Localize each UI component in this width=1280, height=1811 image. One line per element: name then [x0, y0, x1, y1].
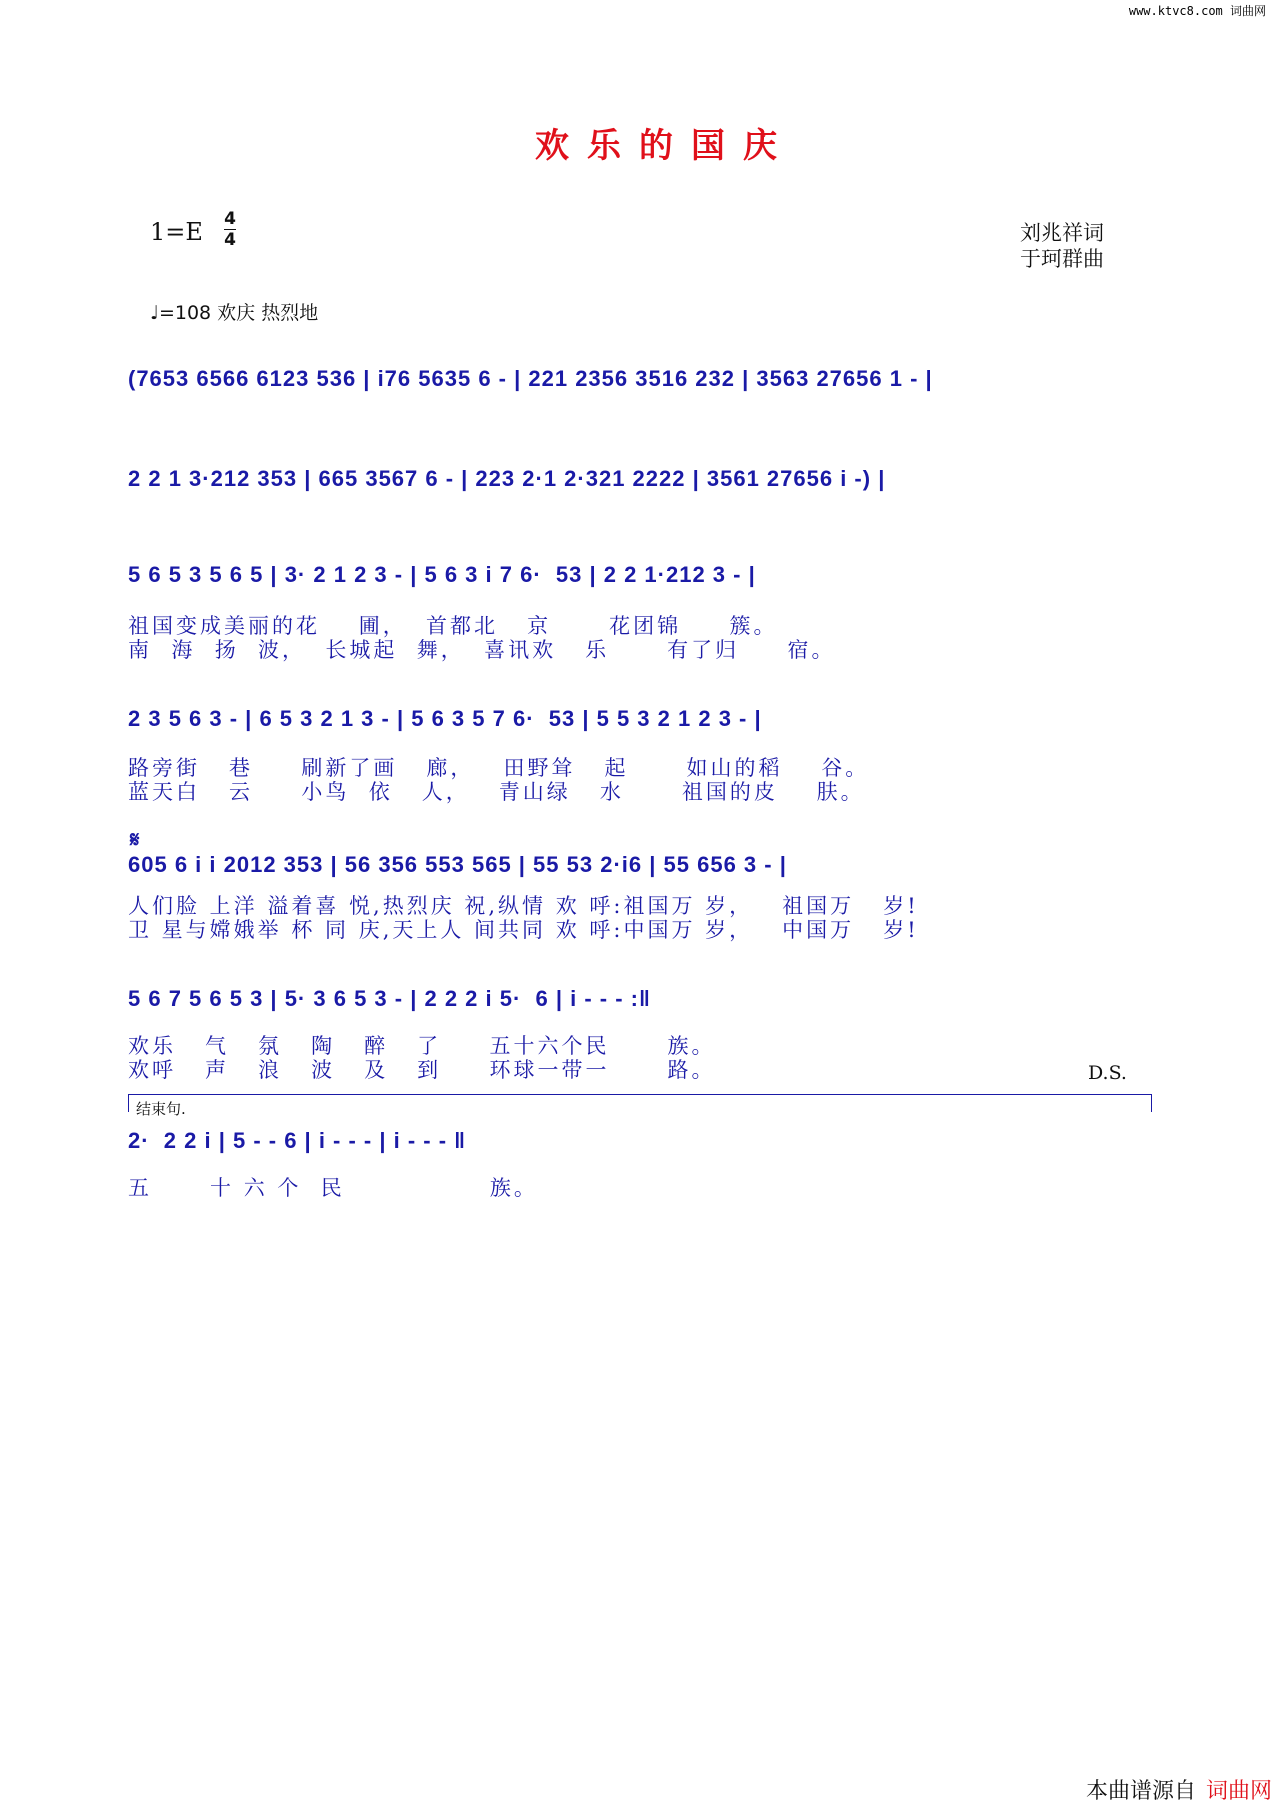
notation-row-6: 5 6 7 5 6 5 3 | 5· 3 6 5 3 - | 2 2 2 i 5· 6 | i - - - :‖ — [128, 986, 651, 1011]
lyric-row-4-verse-1: 路旁街 巷 刷新了画 廊， 田野耸 起 如山的稻 谷。 — [128, 756, 870, 780]
site-watermark: www.ktvc8.com 词曲网 — [1128, 4, 1266, 18]
notation-row-2: 2 2 1 3·212 353 | 665 3567 6 - | 223 2·1 2·321 2222 | 3561 27656 i -) | — [128, 466, 886, 491]
ending-bracket-left — [128, 1094, 129, 1112]
footer-brand[interactable]: 词曲网 — [1205, 1779, 1272, 1804]
notation-row-5: 605 6 i i 2012 353 | 56 356 553 565 | 55 53 2·i6 | 55 656 3 - | — [128, 852, 787, 877]
lyric-row-ending: 五 十 六 个 民 族。 — [128, 1176, 538, 1200]
segno-sign: 𝄋 — [130, 828, 140, 853]
lyric-row-6-verse-1: 欢乐 气 氛 陶 醉 了 五十六个民 族。 — [128, 1034, 716, 1058]
lyric-row-4-verse-2: 蓝天白 云 小鸟 依 人， 青山绿 水 祖国的皮 肤。 — [128, 780, 865, 804]
notation-row-1: (7653 6566 6123 536 | i76 5635 6 - | 221 2356 3516 232 | 3563 27656 1 - | — [128, 366, 933, 391]
lyric-row-6-verse-2: 欢呼 声 浪 波 及 到 环球一带一 路。 — [128, 1058, 716, 1082]
footer-text: 本曲谱源自 — [1085, 1779, 1196, 1804]
ending-label: 结束句. — [136, 1100, 186, 1118]
notation-row-4: 2 3 5 6 3 - | 6 5 3 2 1 3 - | 5 6 3 5 7 6· 53 | 5 5 3 2 1 2 3 - | — [128, 706, 762, 731]
notation-row-3: 5 6 5 3 5 6 5 | 3· 2 1 2 3 - | 5 6 3 i 7 6· 53 | 2 2 1·212 3 - | — [128, 562, 756, 587]
lyric-row-5-verse-1: 人们脸 上洋 溢着喜 悦,热烈庆 祝,纵情 欢 呼:祖国万 岁， 祖国万 岁! — [128, 894, 919, 918]
lyricist-credit: 刘兆祥词 — [1020, 221, 1104, 245]
meter-top: 4 — [224, 209, 236, 229]
tempo-marking: ♩=108 欢庆 热烈地 — [150, 302, 319, 324]
notation-row-ending: 2· 2 2 i | 5 - - 6 | i - - - | i - - - ‖ — [128, 1128, 467, 1153]
song-title: 欢乐的国庆 — [535, 126, 795, 166]
credits — [1020, 220, 1104, 272]
key-signature: 1=E — [150, 218, 203, 246]
lyric-row-3-verse-2: 南 海 扬 波， 长城起 舞， 喜讯欢 乐 有了归 宿。 — [128, 638, 836, 662]
ending-bracket-right — [1151, 1094, 1152, 1112]
composer-credit: 于珂群曲 — [1020, 247, 1104, 271]
lyric-row-3-verse-1: 祖国变成美丽的花 圃， 首都北 京 花团锦 簇。 — [128, 614, 778, 638]
footer-source — [1086, 1774, 1272, 1805]
ending-bracket — [128, 1094, 1152, 1095]
meter-bottom: 4 — [224, 230, 236, 250]
ds-mark: D.S. — [1088, 1062, 1127, 1084]
lyric-row-5-verse-2: 卫 星与嫦娥举 杯 同 庆,天上人 间共同 欢 呼:中国万 岁， 中国万 岁! — [128, 918, 919, 942]
time-signature — [224, 210, 236, 249]
